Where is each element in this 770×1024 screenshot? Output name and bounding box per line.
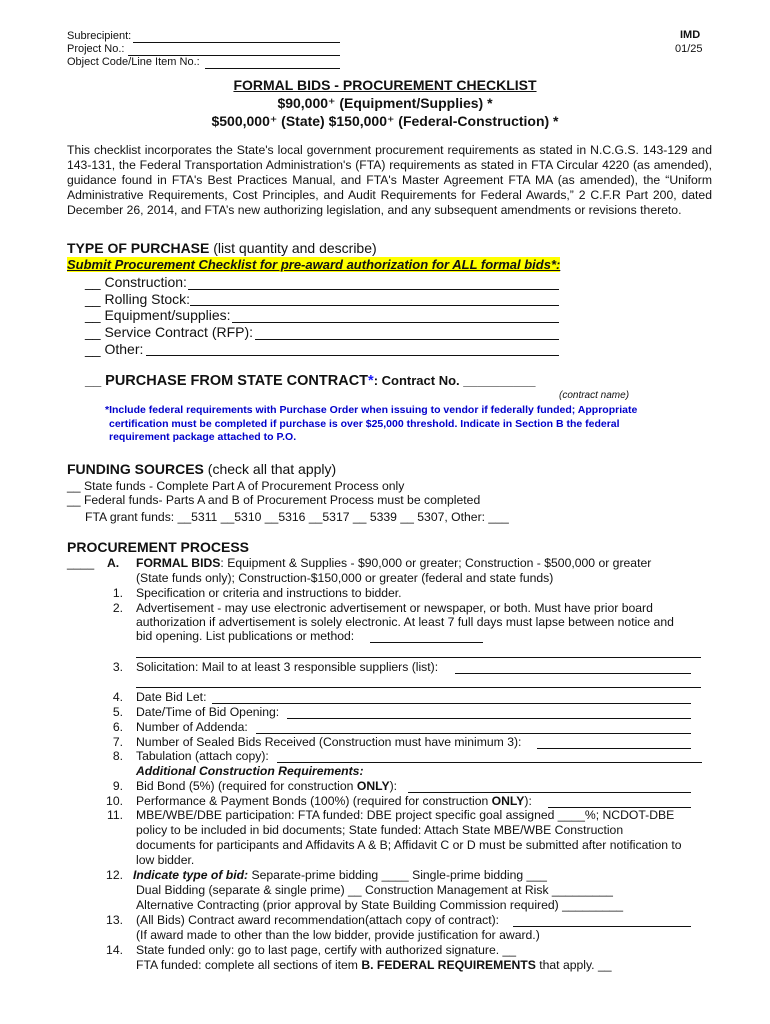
construction-field[interactable] bbox=[188, 289, 559, 290]
other-field[interactable] bbox=[146, 355, 559, 356]
item-advertisement: Advertisement - may use electronic advertisement or newspaper, or both. Must have prior board bbox=[136, 601, 653, 615]
item-specification: Specification or criteria and instructions to bidder. bbox=[136, 586, 402, 600]
contract-no-label[interactable]: : Contract No. __________ bbox=[373, 373, 536, 388]
project-no-label: Project No.: bbox=[67, 43, 125, 55]
bid-bond-text: Bid Bond (5%) (required for construction bbox=[136, 779, 357, 793]
fta-funded-end: that apply. __ bbox=[535, 958, 612, 972]
date-bid-let-field[interactable] bbox=[212, 703, 691, 704]
bid-bond-only: ONLY bbox=[356, 779, 390, 793]
bid-type-label: Indicate type of bid: bbox=[133, 868, 249, 882]
item-number: 13. bbox=[106, 913, 123, 927]
formal-bids-thresholds: : Equipment & Supplies - $90,000 or greater; Construction - $500,000 or greater bbox=[220, 556, 652, 570]
bid-type-options[interactable]: Separate-prime bidding ____ Single-prime bidding ___ bbox=[248, 868, 547, 882]
purchase-rolling-stock[interactable]: __ Rolling Stock: bbox=[85, 291, 191, 307]
item-number: 7. bbox=[112, 735, 123, 749]
fta-grant-funds[interactable]: FTA grant funds: __5311 __5310 __5316 __5317 __ 5339 __ 5307, Other: ___ bbox=[85, 510, 509, 524]
item-bid-type-line3[interactable]: Alternative Contracting (prior approval by State Building Commission required) _________ bbox=[136, 898, 624, 912]
equipment-field[interactable] bbox=[232, 322, 559, 323]
item-number: 9. bbox=[112, 779, 123, 793]
item-number: 2. bbox=[112, 601, 123, 615]
item-state-funded[interactable]: State funded only: go to last page, certify with authorized signature. __ bbox=[136, 943, 517, 957]
contract-award-field[interactable] bbox=[513, 926, 691, 927]
section-a-title bbox=[136, 556, 651, 570]
item-number: 3. bbox=[112, 660, 123, 674]
performance-bonds-only: ONLY bbox=[491, 794, 525, 808]
object-code-field[interactable] bbox=[205, 68, 340, 69]
item-mbe-wbe-dbe-line4: low bidder. bbox=[136, 853, 195, 867]
item-solicitation: Solicitation: Mail to at least 3 responsible suppliers (list): bbox=[136, 660, 439, 674]
item-advertisement-line3: bid opening. List publications or method: bbox=[136, 629, 355, 643]
state-contract-star: * bbox=[368, 373, 374, 389]
funding-heading-note: (check all that apply) bbox=[203, 461, 337, 477]
item-mbe-wbe-dbe: MBE/WBE/DBE participation: FTA funded: DBE project specific goal assigned ____%; NCDOT-DBE bbox=[136, 808, 675, 822]
bid-bond-end: ): bbox=[389, 779, 398, 793]
title-equipment-threshold: $90,000⁺ (Equipment/Supplies) * bbox=[277, 95, 493, 111]
process-heading: PROCUREMENT PROCESS bbox=[67, 539, 250, 555]
item-mbe-wbe-dbe-line3: documents for participants and Affidavits A & B; Affidavit C or D must be submitted after notification to bbox=[136, 838, 682, 852]
submit-note: Submit Procurement Checklist for pre-award authorization for ALL formal bids*: bbox=[67, 257, 561, 272]
purchase-construction[interactable]: __ Construction: bbox=[85, 274, 187, 290]
federal-requirements-label: B. FEDERAL REQUIREMENTS bbox=[361, 958, 536, 972]
suppliers-field-extra[interactable] bbox=[136, 687, 701, 688]
state-contract bbox=[85, 373, 536, 389]
item-number: 4. bbox=[112, 690, 123, 704]
item-performance-bonds bbox=[136, 794, 532, 808]
item-bid-type bbox=[133, 868, 547, 882]
item-number: 8. bbox=[112, 749, 123, 763]
purchase-heading-title: TYPE OF PURCHASE bbox=[67, 240, 210, 256]
item-fta-funded[interactable] bbox=[136, 958, 612, 972]
contract-name-caption: (contract name) bbox=[559, 390, 630, 401]
item-bid-bond bbox=[136, 779, 397, 793]
item-number: 11. bbox=[106, 808, 123, 822]
item-number: 1. bbox=[112, 586, 123, 600]
publications-field-extra[interactable] bbox=[136, 657, 701, 658]
item-number: 12. bbox=[106, 868, 123, 882]
funding-state[interactable]: __ State funds - Complete Part A of Procurement Process only bbox=[67, 479, 405, 493]
service-contract-field[interactable] bbox=[255, 339, 559, 340]
purchase-equipment[interactable]: __ Equipment/supplies: bbox=[85, 307, 231, 323]
federal-note-line2: certification must be completed if purchase is over $25,000 threshold. Indicate in Section B the federal bbox=[109, 418, 620, 430]
item-date-bid-let: Date Bid Let: bbox=[136, 690, 207, 704]
item-bid-type-line2[interactable]: Dual Bidding (separate & single prime) __ Construction Management at Risk _________ bbox=[136, 883, 613, 897]
section-a-checkbox[interactable]: ____ bbox=[67, 556, 95, 570]
item-number: 6. bbox=[112, 720, 123, 734]
item-contract-award-line2: (If award made to other than the low bidder, provide justification for award.) bbox=[136, 928, 540, 942]
item-contract-award: (All Bids) Contract award recommendation(attach copy of contract): bbox=[136, 913, 500, 927]
item-number: 5. bbox=[112, 705, 123, 719]
purchase-heading-note: (list quantity and describe) bbox=[209, 240, 377, 256]
federal-note-line3: requirement package attached to P.O. bbox=[109, 431, 297, 443]
funding-heading-title: FUNDING SOURCES bbox=[67, 461, 204, 477]
bid-bond-field[interactable] bbox=[408, 792, 691, 793]
purchase-heading bbox=[67, 240, 377, 256]
section-a-subtitle: (State funds only); Construction-$150,000 or greater (federal and state funds) bbox=[136, 571, 554, 585]
item-sealed-bids: Number of Sealed Bids Received (Construction must have minimum 3): bbox=[136, 735, 522, 749]
purchase-service-contract[interactable]: __ Service Contract (RFP): bbox=[85, 324, 254, 340]
object-code-label: Object Code/Line Item No.: bbox=[67, 56, 200, 68]
performance-bonds-text: Performance & Payment Bonds (100%) (required for construction bbox=[136, 794, 492, 808]
performance-bonds-end: ): bbox=[524, 794, 532, 808]
item-addenda: Number of Addenda: bbox=[136, 720, 248, 734]
bid-opening-field[interactable] bbox=[287, 718, 691, 719]
funding-heading bbox=[67, 461, 336, 477]
intro-paragraph: This checklist incorporates the State's local government procurement requirements as stated in N.C.G.S. 143-129 and 143-131, the Federal Transportation Administration's (FTA) requirements as stated in FTA Circular 4220 (as amended), guidance found in FTA's Best Practices Manual, and FTA's Master Agreement FTA MA (as amended), the “Uniform Administrative Requirements, Cost Principles, and Audit Requirements for Federal Awards,” 2 C.F.R Part 200, dated December 26, 2014, and FTA’s new authorizing legislation, and any subsequent amendments or revisions thereto. bbox=[67, 143, 712, 217]
page-title: FORMAL BIDS - PROCUREMENT CHECKLIST bbox=[233, 77, 537, 93]
imd-label: IMD bbox=[680, 29, 701, 41]
form-date: 01/25 bbox=[675, 43, 703, 55]
fta-funded-text: FTA funded: complete all sections of item bbox=[136, 958, 362, 972]
suppliers-field[interactable] bbox=[455, 673, 691, 674]
funding-federal[interactable]: __ Federal funds- Parts A and B of Procurement Process must be completed bbox=[67, 493, 481, 507]
section-a-letter: A. bbox=[107, 556, 120, 570]
purchase-other[interactable]: __ Other: bbox=[85, 341, 144, 357]
subrecipient-label: Subrecipient: bbox=[67, 30, 132, 42]
item-bid-opening: Date/Time of Bid Opening: bbox=[136, 705, 280, 719]
rolling-stock-field[interactable] bbox=[190, 305, 559, 306]
item-advertisement-line2: authorization if advertisement is solely electronic. At least 7 full days must lapse between notice and bbox=[136, 615, 674, 629]
sealed-bids-field[interactable] bbox=[537, 748, 691, 749]
federal-note-line1: *Include federal requirements with Purchase Order when issuing to vendor if federally funded; Appropriate bbox=[105, 404, 638, 416]
tabulation-field[interactable] bbox=[277, 762, 702, 763]
additional-construction-heading: Additional Construction Requirements: bbox=[136, 764, 364, 778]
subrecipient-field[interactable] bbox=[133, 42, 340, 43]
addenda-field[interactable] bbox=[256, 733, 691, 734]
state-contract-label[interactable]: __ PURCHASE FROM STATE CONTRACT bbox=[85, 373, 369, 389]
item-number: 10. bbox=[106, 794, 123, 808]
item-number: 14. bbox=[106, 943, 123, 957]
title-construction-threshold: $500,000⁺ (State) $150,000⁺ (Federal-Construction) * bbox=[211, 113, 559, 129]
publications-field[interactable] bbox=[370, 642, 483, 643]
formal-bids-label: FORMAL BIDS bbox=[136, 556, 221, 570]
item-tabulation: Tabulation (attach copy): bbox=[136, 749, 269, 763]
item-mbe-wbe-dbe-line2: policy to be included in bid documents; State funded: Attach State MBE/WBE Construction bbox=[136, 823, 624, 837]
